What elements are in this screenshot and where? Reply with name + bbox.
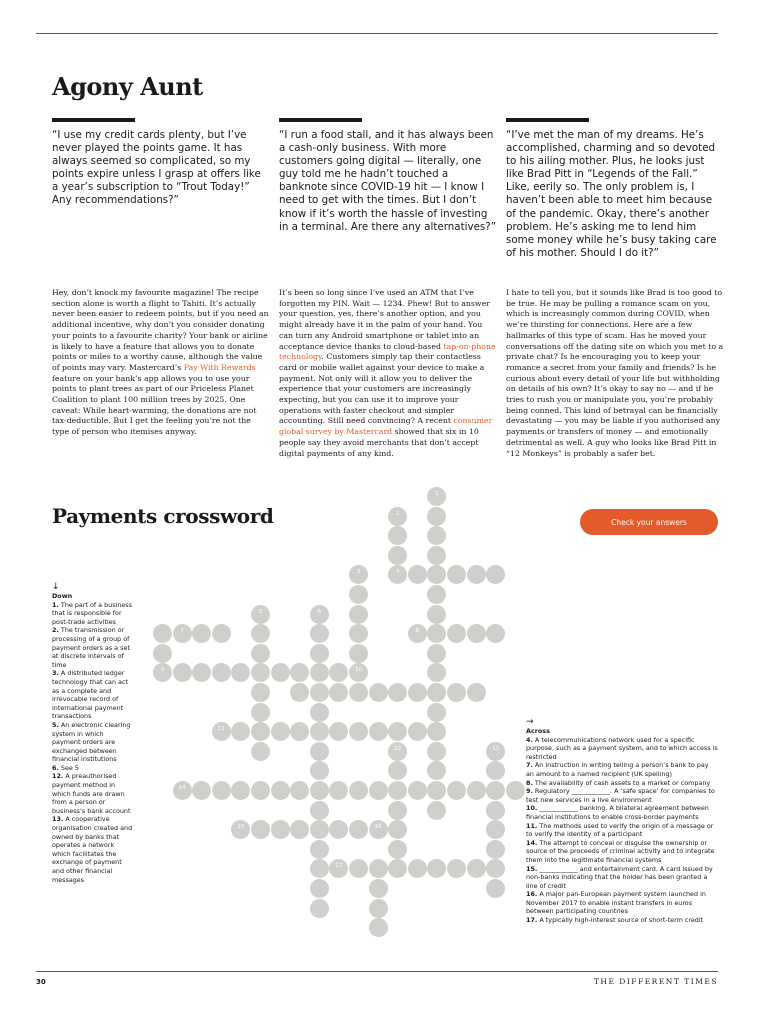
cell-number: 13 (492, 745, 500, 752)
crossword-cell[interactable] (408, 781, 427, 800)
crossword-cell[interactable] (427, 487, 446, 506)
crossword-cell[interactable] (427, 565, 446, 584)
crossword-cell[interactable] (486, 859, 505, 878)
crossword-cell[interactable] (388, 565, 407, 584)
crossword-cell[interactable] (212, 781, 231, 800)
crossword-cell[interactable] (251, 742, 270, 761)
clue-text: A cooperative organisation created and owned by banks that operates a network which facilitates the exchange of payment and other financial messages (52, 815, 133, 884)
crossword-cell[interactable] (251, 820, 270, 839)
crossword-cell[interactable] (153, 624, 172, 643)
crossword-cell[interactable] (329, 663, 348, 682)
clue-number: 14. (526, 838, 538, 847)
clue-number: 1. (52, 600, 59, 609)
clue-text: The methods used to verify the origin of a message or to verify the identity of a participant (526, 821, 714, 839)
cell-number: 6 (317, 608, 322, 615)
cell-number: 5 (258, 608, 263, 615)
down-clues (52, 582, 134, 884)
top-rule (36, 33, 718, 34)
clue-text: ____________ banking. A bilateral agreement between financial institutions to enable cross-border payments (526, 804, 709, 821)
crossword-cell[interactable] (427, 663, 446, 682)
crossword-cell[interactable] (271, 781, 290, 800)
crossword-cell[interactable] (290, 663, 309, 682)
crossword-cell[interactable] (388, 546, 407, 565)
crossword-cell[interactable] (192, 624, 211, 643)
consumer-survey-link[interactable]: consumer global survey by Mastercard (279, 416, 493, 437)
crossword-cell[interactable] (290, 683, 309, 702)
down-clue (52, 669, 134, 721)
crossword-cell[interactable] (467, 781, 486, 800)
crossword-cell[interactable] (251, 781, 270, 800)
cell-number: 7 (180, 628, 184, 635)
crossword-cell[interactable] (447, 624, 466, 643)
crossword-cell[interactable] (427, 585, 446, 604)
answer-text: Hey, don’t knock my favourite magazine! The recipe section alone is worth a flight to Tahiti. It’s actually never been easier to redeem points, but if you need an additional incentive, why don’t you consider donating your points to a favourite charity? Your bank or airline is likely to have a feature that allows you to donate points or miles to a worthy cause, although the value of points may vary. Mastercard’s (52, 288, 269, 372)
crossword-cell[interactable] (467, 624, 486, 643)
crossword-cell[interactable] (349, 644, 368, 663)
cell-number: 14 (178, 785, 186, 791)
down-clue (52, 626, 134, 669)
crossword-cell[interactable] (271, 820, 290, 839)
page-number: 30 (36, 978, 46, 986)
crossword-cell[interactable] (369, 918, 388, 937)
crossword-cell[interactable] (310, 899, 329, 918)
letter-question: “I run a food stall, and it has always been a cash-only business. With more customers going digital — literally, one guy told me he hadn’t touched a banknote since COVID-19 hit — I know I need to get with the times. But I don’t know if it’s worth the hassle of investing in a terminal. Are there any alternatives?” (279, 129, 497, 233)
crossword-cell[interactable] (427, 526, 446, 545)
crossword-cell[interactable] (251, 663, 270, 682)
cell-number: 9 (160, 667, 165, 674)
clue-text: A telecommunications network used for a specific purpose, such as a payment system, and to which access is restricted (526, 735, 718, 761)
crossword-cell[interactable] (486, 801, 505, 820)
letter-1 (52, 118, 270, 208)
crossword-cell[interactable] (231, 820, 250, 839)
down-arrow-icon: ↓ (52, 582, 60, 592)
check-answers-button[interactable]: Check your answers (580, 509, 718, 535)
crossword-cell[interactable] (251, 683, 270, 702)
cell-number: 16 (374, 824, 382, 831)
down-heading: Down (52, 592, 73, 600)
crossword-cell[interactable] (427, 742, 446, 761)
crossword-cell[interactable] (349, 565, 368, 584)
crossword-cell[interactable] (408, 722, 427, 741)
crossword-cell[interactable] (388, 507, 407, 526)
across-clue (526, 779, 718, 788)
crossword-cell[interactable] (388, 742, 407, 761)
crossword-cell[interactable] (153, 644, 172, 663)
crossword-cell[interactable] (329, 859, 348, 878)
crossword-cell[interactable] (427, 683, 446, 702)
crossword-cell[interactable] (290, 722, 309, 741)
crossword-cell[interactable] (173, 781, 192, 800)
crossword-cell[interactable] (486, 761, 505, 780)
crossword-cell[interactable] (349, 663, 368, 682)
column-rule (506, 118, 589, 122)
clue-text: A preauthorised payment method in which funds are drawn from a person or business’s bank account (52, 772, 131, 815)
crossword-cell[interactable] (310, 624, 329, 643)
letter-3 (506, 118, 724, 260)
crossword-cell[interactable] (427, 644, 446, 663)
crossword-cell[interactable] (173, 624, 192, 643)
across-clue (526, 761, 718, 778)
crossword-cell[interactable] (427, 546, 446, 565)
down-clue (52, 764, 134, 773)
clue-number: 9. (526, 787, 533, 796)
crossword-cell[interactable] (310, 761, 329, 780)
clue-number: 11. (526, 821, 538, 830)
crossword-cell[interactable] (369, 781, 388, 800)
cell-number: 15 (237, 824, 245, 831)
clue-number: 4. (526, 735, 533, 744)
clue-text: The part of a business that is responsible for post-trade activities (52, 600, 132, 626)
crossword-cell[interactable] (427, 781, 446, 800)
crossword-cell[interactable] (388, 820, 407, 839)
clue-number: 10. (526, 804, 538, 813)
crossword-cell[interactable] (349, 624, 368, 643)
crossword-cell[interactable] (467, 859, 486, 878)
across-clue (526, 787, 718, 804)
cell-number: 3 (356, 569, 361, 576)
answer-text: showed that six in 10 people say they avoid merchants that don’t accept digital payments of any kind. (279, 427, 479, 458)
clue-number: 12. (52, 772, 64, 781)
clue-number: 6. (52, 763, 59, 772)
crossword-cell[interactable] (310, 879, 329, 898)
crossword-cell[interactable] (427, 624, 446, 643)
crossword-cell[interactable] (231, 663, 250, 682)
crossword-cell[interactable] (467, 683, 486, 702)
crossword-cell[interactable] (388, 859, 407, 878)
letter-answer-1 (52, 288, 270, 438)
crossword-cell[interactable] (192, 781, 211, 800)
crossword-cell[interactable] (467, 565, 486, 584)
crossword-cell[interactable] (388, 683, 407, 702)
pay-with-rewards-link[interactable]: Pay With Rewards (183, 362, 256, 372)
cell-number: 8 (415, 628, 420, 635)
crossword-cell[interactable] (486, 742, 505, 761)
column-rule (52, 118, 135, 122)
crossword-cell[interactable] (388, 761, 407, 780)
crossword-cell[interactable] (290, 820, 309, 839)
crossword-cell[interactable] (486, 820, 505, 839)
answer-text: . Customers simply tap their contactless card or mobile wallet against your device to make a payment. Not only will it allow you to deliver the experience that your customers are increasingly expecting, but you can use it to improve your operations with faster checkout and simpler accounting. Still need convincing? A recent (279, 352, 485, 426)
across-clue (526, 804, 718, 821)
cell-number: 1 (435, 491, 439, 497)
clue-number: 7. (526, 761, 533, 770)
crossword-cell[interactable] (486, 565, 505, 584)
crossword-cell[interactable] (310, 742, 329, 761)
cell-number: 4 (395, 569, 400, 576)
cell-number: 2 (395, 510, 400, 517)
crossword-cell[interactable] (251, 644, 270, 663)
crossword-cell[interactable] (408, 565, 427, 584)
clue-text: The attempt to conceal or disguise the ownership or source of the proceeds of criminal activity and to integrate them into the legitimate financial systems (526, 838, 715, 864)
crossword-cell[interactable] (153, 663, 172, 682)
clue-number: 2. (52, 626, 59, 635)
crossword-cell[interactable] (349, 683, 368, 702)
crossword-cell[interactable] (369, 899, 388, 918)
down-clue (52, 815, 134, 884)
clue-text: Regulatory ____________. A ‘safe space’ for companies to test new services in a live environment (526, 787, 715, 804)
tap-on-phone-link[interactable]: tap-on-phone technology (279, 341, 496, 362)
answer-text: feature on your bank’s app allows you to use your points to plant trees as part of our Priceless Planet Coalition to plant 100 million trees by 2025. One caveat: While heart-warming, the donations are not tax-deductible. But I get the feeling you’re not the type of person who itemises anyway. (52, 373, 257, 437)
crossword-cell[interactable] (329, 683, 348, 702)
letter-2 (279, 118, 497, 234)
letter-answer-2 (279, 288, 497, 459)
cell-number: 12 (394, 745, 402, 752)
crossword-cell[interactable] (310, 644, 329, 663)
crossword-cell[interactable] (427, 703, 446, 722)
crossword-cell[interactable] (427, 507, 446, 526)
clue-text: A typically high-interest source of short-term credit (539, 916, 704, 925)
crossword-cell[interactable] (271, 663, 290, 682)
clue-text: An instruction in writing telling a person’s bank to pay an amount to a named recipient (UK spelling) (526, 761, 709, 778)
crossword-cell[interactable] (427, 605, 446, 624)
down-clue (52, 601, 134, 627)
crossword-cell[interactable] (329, 722, 348, 741)
clue-number: 3. (52, 669, 59, 678)
clue-text: The availability of cash assets to a market or company (534, 778, 711, 787)
crossword-cell[interactable] (310, 801, 329, 820)
crossword-cell[interactable] (388, 526, 407, 545)
clue-number: 13. (52, 815, 64, 824)
crossword-cell[interactable] (251, 624, 270, 643)
crossword-cell[interactable] (251, 722, 270, 741)
crossword-cell[interactable] (506, 781, 525, 800)
crossword-cell[interactable] (349, 781, 368, 800)
crossword-cell[interactable] (310, 703, 329, 722)
crossword-cell[interactable] (369, 683, 388, 702)
crossword-cell[interactable] (388, 722, 407, 741)
crossword-cell[interactable] (251, 703, 270, 722)
column-rule (279, 118, 362, 122)
crossword-cell[interactable] (329, 820, 348, 839)
clue-text: ____________ and entertainment card. A card issued by non-banks indicating that the holder has been granted a line of credit (526, 864, 713, 890)
crossword-cell[interactable] (310, 781, 329, 800)
across-clue (526, 890, 718, 916)
crossword-cell[interactable] (310, 663, 329, 682)
crossword-cell[interactable] (486, 840, 505, 859)
crossword-cell[interactable] (369, 820, 388, 839)
down-clue (52, 721, 134, 764)
clue-text: An electronic clearing system in which payment orders are exchanged between financial institutions (52, 720, 131, 764)
crossword-cell[interactable] (310, 859, 329, 878)
across-heading: Across (526, 727, 550, 735)
crossword-cell[interactable] (447, 565, 466, 584)
crossword-cell[interactable] (329, 781, 348, 800)
crossword-cell[interactable] (408, 859, 427, 878)
crossword-cell[interactable] (486, 879, 505, 898)
crossword-cell[interactable] (310, 722, 329, 741)
crossword-cell[interactable] (212, 663, 231, 682)
letter-answer-3: I hate to tell you, but it sounds like Brad is too good to be true. He may be pulling a romance scam on you, which is increasingly common during COVID, when we’re thirsting for connections. Here are a few hallmarks of this type of scam. Has he moved your conversations off the dating site on which you met to a private chat? Is he encouraging you to keep your romance a secret from your family and friends? Is he curious about every detail of your life but withholding on details of his own? It’s okay to say no — and if he tries to rush you or manipulate you, you’re probably being conned. This kind of betrayal can be financially devastating — you may be liable if you authorised any payments or transfers of money — and emotionally detrimental as well. A guy who looks like Brad Pitt in “12 Monkeys” is probably a safer bet. (506, 288, 724, 458)
letter-question: “I use my credit cards plenty, but I’ve never played the points game. It has always seemed so complicated, so my points expire unless I grasp at offers like a year’s subscription to “Trout Today!” Any recommendations?” (52, 129, 261, 207)
cell-number: 17 (335, 863, 343, 870)
crossword-cell[interactable] (231, 781, 250, 800)
crossword-cell[interactable] (427, 859, 446, 878)
clue-text: A distributed ledger technology that can act as a complete and irrevocable record of international payment transactions (52, 669, 128, 721)
crossword-cell[interactable] (486, 781, 505, 800)
crossword-cell[interactable] (310, 605, 329, 624)
crossword-cell[interactable] (349, 605, 368, 624)
clue-text: A major pan-European payment system launched in November 2017 to enable instant transfers in euros between participating countries (526, 890, 706, 916)
crossword-cell[interactable] (369, 722, 388, 741)
crossword-cell[interactable] (173, 663, 192, 682)
across-clue (526, 916, 718, 925)
answer-text: It’s been so long since I’ve used an ATM that I’ve forgotten my PIN. Wait — 1234. Phew! But to answer your question, yes, there’s another option, and you might already have it in the palm of your hand. You can turn any Android smartphone or tablet into an acceptance device thanks to cloud-based (279, 288, 490, 351)
clue-number: 15. (526, 864, 538, 873)
crossword-cell[interactable] (349, 722, 368, 741)
across-clues (526, 717, 718, 925)
cell-number: 10 (355, 667, 362, 674)
across-clue (526, 839, 718, 865)
clue-number: 5. (52, 720, 59, 729)
across-clue (526, 736, 718, 762)
section-title-agony-aunt: Agony Aunt (52, 72, 203, 101)
across-arrow-icon: → (526, 717, 534, 727)
crossword-cell[interactable] (427, 761, 446, 780)
crossword-cell[interactable] (447, 781, 466, 800)
bottom-rule (36, 971, 718, 972)
publication-name: THE DIFFERENT TIMES (593, 977, 718, 986)
clue-text: The transmission or processing of a group of payment orders as a set at discrete intervals of time (52, 626, 130, 669)
down-clue (52, 772, 134, 815)
crossword-cell[interactable] (231, 722, 250, 741)
crossword-cell[interactable] (349, 820, 368, 839)
crossword-cell[interactable] (369, 879, 388, 898)
crossword-cell[interactable] (349, 585, 368, 604)
clue-number: 16. (526, 890, 538, 899)
crossword-cell[interactable] (388, 781, 407, 800)
crossword-cell[interactable] (349, 859, 368, 878)
crossword-cell[interactable] (427, 722, 446, 741)
crossword-cell[interactable] (310, 840, 329, 859)
across-clue (526, 865, 718, 891)
crossword-cell[interactable] (271, 722, 290, 741)
crossword-cell[interactable] (251, 605, 270, 624)
crossword-cell[interactable] (192, 663, 211, 682)
crossword-cell[interactable] (447, 683, 466, 702)
across-clue (526, 822, 718, 839)
crossword-cell[interactable] (447, 859, 466, 878)
crossword-cell[interactable] (310, 683, 329, 702)
crossword-cell[interactable] (388, 840, 407, 859)
crossword-cell[interactable] (388, 801, 407, 820)
clue-number: 8. (526, 778, 533, 787)
crossword-cell[interactable] (408, 624, 427, 643)
letter-question: “I’ve met the man of my dreams. He’s accomplished, charming and so devoted to his ailing mother. Plus, he looks just like Brad Pitt in “Legends of the Fall.” Like, eerily so. The only problem is, I haven’t been able to meet him because of the pandemic. Okay, there’s another problem. He’s asking me to lend him some money while he’s busy taking care of his mother. Should I do it?” (506, 129, 717, 259)
crossword-cell[interactable] (212, 722, 231, 741)
crossword-cell[interactable] (310, 820, 329, 839)
clue-text: See 5 (60, 763, 79, 772)
cell-number: 11 (217, 726, 225, 733)
crossword-cell[interactable] (369, 859, 388, 878)
crossword-title: Payments crossword (52, 504, 274, 528)
crossword-cell[interactable] (212, 624, 231, 643)
crossword-cell[interactable] (290, 781, 309, 800)
crossword-cell[interactable] (486, 624, 505, 643)
crossword-cell[interactable] (408, 683, 427, 702)
crossword-cell[interactable] (427, 801, 446, 820)
clue-number: 17. (526, 916, 538, 925)
